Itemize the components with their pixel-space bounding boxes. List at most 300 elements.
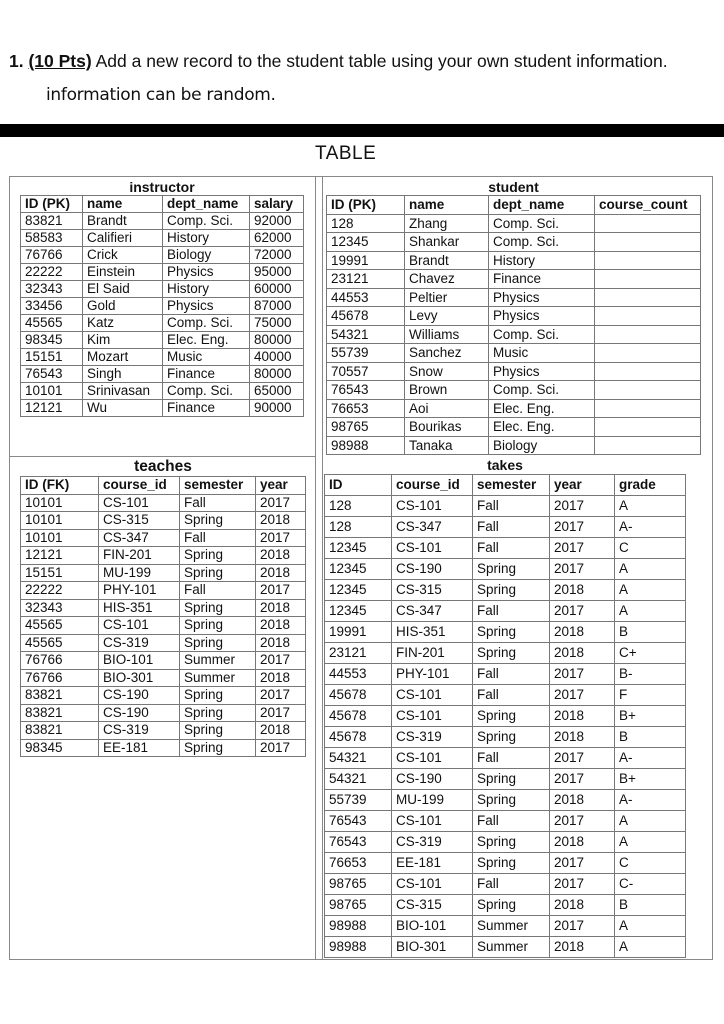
table-cell: Spring: [473, 769, 550, 790]
table-cell: B+: [615, 706, 686, 727]
table-cell: Spring: [473, 580, 550, 601]
table-cell: 58583: [21, 230, 83, 247]
table-cell: [595, 270, 701, 289]
table-cell: Spring: [473, 727, 550, 748]
table-cell: Physics: [489, 307, 595, 326]
table-cell: [595, 436, 701, 455]
table-row: [327, 214, 701, 233]
column-header: dept_name: [489, 196, 595, 215]
table-cell: 44553: [325, 664, 392, 685]
frame-divider: [315, 176, 316, 960]
table-cell: CS-101: [392, 874, 473, 895]
table-cell: 22222: [21, 264, 83, 281]
table-row: [21, 230, 304, 247]
instructor-table-title: instructor: [129, 179, 195, 195]
table-cell: FIN-201: [99, 547, 180, 565]
table-cell: CS-347: [99, 529, 180, 547]
section-title: TABLE: [315, 143, 377, 164]
table-cell: B-: [615, 664, 686, 685]
table-cell: 75000: [250, 315, 304, 332]
table-cell: 2017: [256, 687, 306, 705]
column-header: grade: [615, 475, 686, 496]
table-row: [325, 601, 686, 622]
table-cell: PHY-101: [99, 582, 180, 600]
table-cell: CS-319: [392, 727, 473, 748]
table-row: [325, 937, 686, 958]
table-cell: 2018: [256, 547, 306, 565]
table-cell: [595, 344, 701, 363]
column-header: ID (PK): [21, 196, 83, 213]
instructor-table: [20, 180, 304, 417]
table-cell: Spring: [473, 832, 550, 853]
table-cell: 98345: [21, 332, 83, 349]
table-cell: Williams: [405, 325, 489, 344]
table-row: [21, 332, 304, 349]
table-cell: 12345: [325, 538, 392, 559]
table-cell: 10101: [21, 383, 83, 400]
column-header: salary: [250, 196, 304, 213]
table-cell: Levy: [405, 307, 489, 326]
table-cell: Chavez: [405, 270, 489, 289]
table-row: [325, 685, 686, 706]
table-cell: [595, 362, 701, 381]
table-cell: Spring: [180, 564, 256, 582]
table-cell: Spring: [180, 634, 256, 652]
table-cell: Physics: [163, 264, 250, 281]
table-cell: 98765: [325, 874, 392, 895]
table-cell: [595, 325, 701, 344]
table-cell: History: [163, 230, 250, 247]
table-cell: Fall: [473, 811, 550, 832]
table-cell: Mozart: [83, 349, 163, 366]
table-cell: Biology: [489, 436, 595, 455]
table-cell: Summer: [180, 652, 256, 670]
table-cell: Physics: [489, 288, 595, 307]
table-cell: 33456: [21, 298, 83, 315]
table-cell: 98988: [325, 916, 392, 937]
table-cell: A: [615, 832, 686, 853]
table-cell: 2017: [550, 853, 615, 874]
table-cell: 2017: [256, 582, 306, 600]
table-cell: Fall: [473, 517, 550, 538]
table-cell: 45678: [327, 307, 405, 326]
table-cell: Peltier: [405, 288, 489, 307]
header-row: [21, 477, 306, 495]
table-cell: Fall: [473, 538, 550, 559]
table-row: [21, 264, 304, 281]
table-row: [327, 362, 701, 381]
table-cell: Fall: [473, 874, 550, 895]
table-cell: 2017: [550, 664, 615, 685]
table-cell: A: [615, 916, 686, 937]
table-cell: A: [615, 601, 686, 622]
table-row: [327, 233, 701, 252]
table-cell: 76653: [325, 853, 392, 874]
table-cell: 76766: [21, 669, 99, 687]
table-cell: F: [615, 685, 686, 706]
table-cell: Zhang: [405, 214, 489, 233]
table-row: [21, 722, 306, 740]
table-cell: Spring: [180, 704, 256, 722]
table-cell: Comp. Sci.: [163, 383, 250, 400]
table-cell: Spring: [473, 895, 550, 916]
table-cell: 2018: [550, 706, 615, 727]
teaches-table-title: teaches: [134, 458, 192, 475]
table-cell: 2018: [550, 643, 615, 664]
table-cell: 55739: [327, 344, 405, 363]
table-cell: 60000: [250, 281, 304, 298]
table-cell: CS-319: [99, 722, 180, 740]
table-cell: Summer: [473, 937, 550, 958]
table-cell: [595, 399, 701, 418]
table-row: [21, 739, 306, 757]
takes-table: [324, 457, 686, 958]
table-cell: 2018: [550, 727, 615, 748]
table-row: [325, 748, 686, 769]
table-cell: B+: [615, 769, 686, 790]
table-cell: 2017: [550, 559, 615, 580]
table-cell: Spring: [180, 739, 256, 757]
table-cell: 2017: [256, 704, 306, 722]
table-cell: 2017: [256, 739, 306, 757]
table-cell: Spring: [180, 512, 256, 530]
table-cell: 2017: [550, 538, 615, 559]
table-cell: 12345: [325, 559, 392, 580]
table-cell: 80000: [250, 366, 304, 383]
table-row: [21, 704, 306, 722]
table-cell: 95000: [250, 264, 304, 281]
divider-bar: [0, 124, 724, 137]
table-cell: 2017: [550, 685, 615, 706]
table-cell: 23121: [327, 270, 405, 289]
question-line: [9, 51, 668, 72]
table-cell: 76543: [327, 381, 405, 400]
column-header: semester: [180, 477, 256, 495]
column-header: course_id: [392, 475, 473, 496]
table-cell: 2018: [256, 564, 306, 582]
table-cell: A: [615, 937, 686, 958]
question-points: (10 Pts): [28, 51, 92, 71]
table-cell: 54321: [327, 325, 405, 344]
table-row: [327, 251, 701, 270]
table-cell: 45565: [21, 617, 99, 635]
table-row: [325, 853, 686, 874]
table-cell: CS-101: [392, 748, 473, 769]
table-cell: Fall: [473, 496, 550, 517]
table-cell: 98988: [325, 937, 392, 958]
table-cell: Fall: [473, 748, 550, 769]
table-cell: 83821: [21, 687, 99, 705]
table-cell: [595, 214, 701, 233]
table-row: [325, 895, 686, 916]
table-cell: 62000: [250, 230, 304, 247]
table-cell: MU-199: [392, 790, 473, 811]
table-cell: C-: [615, 874, 686, 895]
table-cell: Comp. Sci.: [163, 213, 250, 230]
table-cell: 83821: [21, 704, 99, 722]
table-cell: Spring: [473, 853, 550, 874]
table-row: [327, 344, 701, 363]
table-row: [325, 832, 686, 853]
student-table: [326, 180, 701, 455]
table-cell: 92000: [250, 213, 304, 230]
table-cell: Summer: [473, 916, 550, 937]
table-row: [21, 512, 306, 530]
table-cell: 2017: [550, 496, 615, 517]
table-cell: 65000: [250, 383, 304, 400]
table-row: [21, 634, 306, 652]
table-cell: EE-181: [392, 853, 473, 874]
table-cell: HIS-351: [392, 622, 473, 643]
table-cell: CS-190: [99, 704, 180, 722]
table-cell: Comp. Sci.: [489, 214, 595, 233]
table-cell: Aoi: [405, 399, 489, 418]
table-cell: Brandt: [83, 213, 163, 230]
table-cell: Comp. Sci.: [163, 315, 250, 332]
table-cell: 19991: [325, 622, 392, 643]
table-cell: 19991: [327, 251, 405, 270]
table-cell: 45565: [21, 634, 99, 652]
table-cell: [595, 288, 701, 307]
table-cell: 98765: [325, 895, 392, 916]
table-cell: Biology: [163, 247, 250, 264]
table-cell: Physics: [163, 298, 250, 315]
table-cell: 2017: [550, 769, 615, 790]
table-cell: 12345: [325, 601, 392, 622]
table-cell: CS-190: [392, 769, 473, 790]
table-row: [21, 582, 306, 600]
table-row: [21, 687, 306, 705]
table-cell: 10101: [21, 494, 99, 512]
table-cell: CS-315: [392, 895, 473, 916]
table-cell: 2017: [256, 529, 306, 547]
table-cell: 2018: [550, 622, 615, 643]
table-cell: C: [615, 538, 686, 559]
frame-divider: [322, 176, 323, 960]
table-row: [327, 436, 701, 455]
table-cell: CS-101: [99, 494, 180, 512]
table-cell: 2017: [550, 748, 615, 769]
table-row: [327, 307, 701, 326]
table-cell: 2017: [550, 811, 615, 832]
table-cell: [595, 233, 701, 252]
table-cell: [595, 307, 701, 326]
table-cell: 98345: [21, 739, 99, 757]
table-row: [21, 213, 304, 230]
table-cell: History: [489, 251, 595, 270]
table-row: [327, 288, 701, 307]
column-header: name: [83, 196, 163, 213]
question-text: Add a new record to the student table using your own student information.: [95, 51, 668, 71]
table-cell: 10101: [21, 512, 99, 530]
table-cell: MU-199: [99, 564, 180, 582]
table-cell: Califieri: [83, 230, 163, 247]
table-cell: 128: [327, 214, 405, 233]
table-cell: 76543: [325, 832, 392, 853]
table-cell: B: [615, 727, 686, 748]
table-cell: Fall: [180, 529, 256, 547]
table-row: [325, 643, 686, 664]
table-cell: Spring: [180, 599, 256, 617]
table-cell: [595, 381, 701, 400]
table-cell: 45678: [325, 685, 392, 706]
table-cell: Fall: [473, 664, 550, 685]
table-cell: 15151: [21, 564, 99, 582]
table-cell: 2018: [256, 617, 306, 635]
table-row: [21, 529, 306, 547]
table-cell: 76766: [21, 247, 83, 264]
table-cell: 2018: [256, 599, 306, 617]
table-cell: 98765: [327, 418, 405, 437]
table-cell: 32343: [21, 281, 83, 298]
table-row: [21, 247, 304, 264]
table-cell: 45678: [325, 706, 392, 727]
table-cell: CS-101: [392, 538, 473, 559]
table-cell: Spring: [180, 547, 256, 565]
table-cell: Shankar: [405, 233, 489, 252]
table-cell: 2018: [550, 832, 615, 853]
table-cell: Comp. Sci.: [489, 325, 595, 344]
table-cell: A: [615, 811, 686, 832]
column-header: year: [550, 475, 615, 496]
column-header: ID (FK): [21, 477, 99, 495]
table-cell: 44553: [327, 288, 405, 307]
table-cell: 80000: [250, 332, 304, 349]
table-cell: Music: [163, 349, 250, 366]
table-cell: 54321: [325, 748, 392, 769]
table-row: [21, 315, 304, 332]
question-number: 1.: [9, 51, 24, 71]
table-cell: CS-101: [392, 685, 473, 706]
table-row: [325, 622, 686, 643]
table-cell: CS-319: [392, 832, 473, 853]
table-cell: C+: [615, 643, 686, 664]
table-row: [21, 400, 304, 417]
table-cell: Spring: [473, 790, 550, 811]
table-cell: Brown: [405, 381, 489, 400]
table-row: [325, 580, 686, 601]
column-header: ID: [325, 475, 392, 496]
table-cell: BIO-301: [99, 669, 180, 687]
table-cell: 76653: [327, 399, 405, 418]
teaches-table: [20, 458, 306, 757]
table-row: [21, 298, 304, 315]
table-cell: Wu: [83, 400, 163, 417]
table-cell: 76766: [21, 652, 99, 670]
table-cell: Spring: [473, 559, 550, 580]
table-cell: 2017: [256, 494, 306, 512]
table-cell: Finance: [163, 366, 250, 383]
table-cell: Singh: [83, 366, 163, 383]
column-header: dept_name: [163, 196, 250, 213]
table-cell: CS-315: [392, 580, 473, 601]
table-cell: CS-315: [99, 512, 180, 530]
table-cell: Elec. Eng.: [489, 399, 595, 418]
table-cell: BIO-301: [392, 937, 473, 958]
table-row: [21, 669, 306, 687]
table-row: [327, 270, 701, 289]
table-row: [21, 281, 304, 298]
table-cell: 2018: [550, 580, 615, 601]
table-cell: Sanchez: [405, 344, 489, 363]
table-cell: Spring: [473, 622, 550, 643]
table-cell: CS-319: [99, 634, 180, 652]
table-cell: Fall: [180, 582, 256, 600]
table-cell: 22222: [21, 582, 99, 600]
table-row: [327, 325, 701, 344]
question-subtext: information can be random.: [46, 85, 276, 105]
table-cell: CS-190: [392, 559, 473, 580]
table-cell: CS-347: [392, 517, 473, 538]
table-cell: Gold: [83, 298, 163, 315]
table-row: [325, 517, 686, 538]
table-cell: B: [615, 895, 686, 916]
table-cell: 10101: [21, 529, 99, 547]
table-cell: 98988: [327, 436, 405, 455]
header-row: [21, 196, 304, 213]
table-cell: Music: [489, 344, 595, 363]
table-row: [325, 874, 686, 895]
table-cell: A-: [615, 748, 686, 769]
table-cell: CS-101: [392, 811, 473, 832]
table-row: [21, 494, 306, 512]
table-cell: A: [615, 559, 686, 580]
table-cell: 2018: [256, 722, 306, 740]
table-cell: CS-101: [392, 496, 473, 517]
table-cell: Fall: [180, 494, 256, 512]
column-header: course_count: [595, 196, 701, 215]
table-cell: Crick: [83, 247, 163, 264]
table-cell: Finance: [163, 400, 250, 417]
table-row: [21, 599, 306, 617]
table-cell: 12345: [327, 233, 405, 252]
table-cell: 76543: [325, 811, 392, 832]
student-table-title: student: [488, 179, 539, 195]
table-row: [21, 366, 304, 383]
table-cell: A-: [615, 517, 686, 538]
table-cell: Finance: [489, 270, 595, 289]
table-cell: 12121: [21, 400, 83, 417]
takes-table-title: takes: [487, 457, 523, 473]
frame-divider: [9, 456, 316, 457]
table-cell: Physics: [489, 362, 595, 381]
table-row: [325, 496, 686, 517]
table-cell: HIS-351: [99, 599, 180, 617]
table-cell: History: [163, 281, 250, 298]
table-cell: A: [615, 580, 686, 601]
column-header: ID (PK): [327, 196, 405, 215]
table-cell: 128: [325, 496, 392, 517]
table-cell: Fall: [473, 685, 550, 706]
table-cell: Katz: [83, 315, 163, 332]
table-cell: Einstein: [83, 264, 163, 281]
table-row: [21, 383, 304, 400]
table-cell: 2017: [550, 916, 615, 937]
table-cell: 72000: [250, 247, 304, 264]
table-cell: Kim: [83, 332, 163, 349]
header-row: [325, 475, 686, 496]
table-cell: Srinivasan: [83, 383, 163, 400]
table-cell: 2018: [256, 634, 306, 652]
table-cell: 2018: [550, 937, 615, 958]
table-cell: Bourikas: [405, 418, 489, 437]
table-cell: Fall: [473, 601, 550, 622]
table-row: [325, 727, 686, 748]
table-cell: FIN-201: [392, 643, 473, 664]
table-cell: 87000: [250, 298, 304, 315]
table-row: [21, 547, 306, 565]
table-cell: 45565: [21, 315, 83, 332]
